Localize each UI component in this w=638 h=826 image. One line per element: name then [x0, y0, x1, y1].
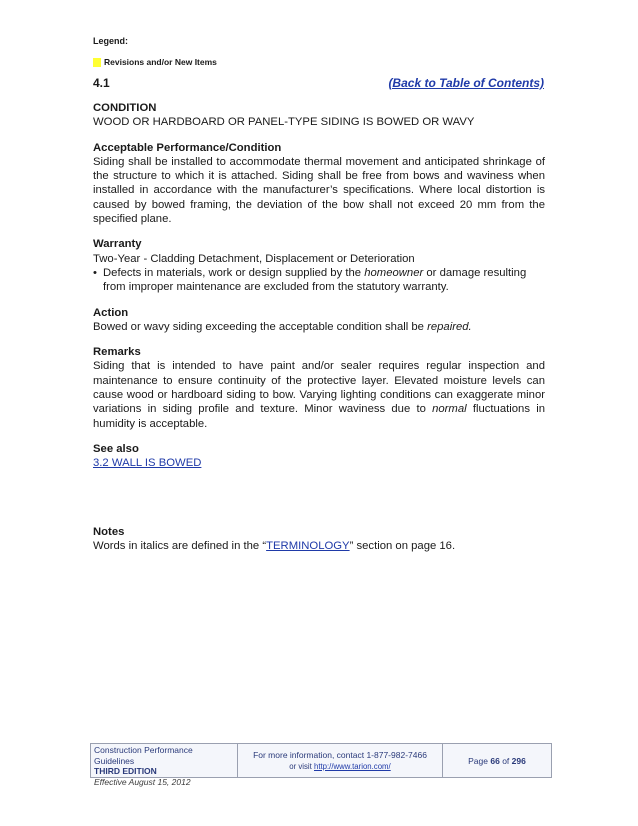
footer-contact-box: [238, 744, 443, 777]
action-text: Bowed or wavy siding exceeding the acceptable condition shall be repaired.: [93, 320, 472, 333]
footer-page-box: [443, 744, 551, 777]
page-indicator: Page 66 of 296: [468, 755, 526, 766]
legend-item: [93, 57, 217, 67]
contact-line: For more information, contact 1-877-982-7466: [253, 750, 427, 760]
warranty-heading: Warranty: [93, 238, 142, 251]
see-also-heading: See also: [93, 442, 139, 455]
action-heading: Action: [93, 306, 129, 319]
footer-edition-box: [91, 744, 238, 787]
legend-title: Legend:: [93, 36, 128, 46]
effective-date: Effective August 15, 2012: [94, 776, 191, 787]
remarks-text: Siding that is intended to have paint and/or sealer requires regular inspection and maintenance to ensure continuity of the protective layer. Elevated moisture levels can cause wood or hardboard siding to bow. Varying lighting conditions can exaggerate minor variations in siding profile and texture. Minor waviness due to normal fluctuations in humidity is acceptable.: [93, 360, 545, 430]
notes-text: Words in italics are defined in the “TERMINOLOGY” section on page 16.: [93, 539, 456, 552]
warranty-subtitle: Two-Year - Cladding Detachment, Displacement or Deterioration: [93, 252, 415, 265]
guide-title: Construction Performance Guidelines: [94, 745, 193, 766]
highlight-swatch: [93, 58, 101, 67]
acceptable-text: Siding shall be installed to accommodate thermal movement and anticipated shrinkage of the structure to which it is attached. Siding shall be free from bows and waviness when installed in accordance with the manufacturer’s specifications. Where local distortion is caused by bowed framing, the deviation of the bow shall not exceed 20 mm from the specified plane.: [93, 155, 545, 226]
section-number: 4.1: [93, 76, 110, 90]
back-to-toc-link[interactable]: (Back to Table of Contents): [388, 76, 544, 90]
edition-label: THIRD EDITION: [94, 766, 157, 776]
see-also-link[interactable]: 3.2 WALL IS BOWED: [93, 457, 202, 470]
remarks-heading: Remarks: [93, 346, 141, 359]
tarion-website-link[interactable]: http://www.tarion.com/: [314, 762, 391, 771]
document-body: [93, 101, 545, 553]
condition-heading: CONDITION: [93, 102, 157, 114]
page-footer: [90, 743, 552, 787]
notes-heading: Notes: [93, 525, 125, 538]
warranty-bullet: • Defects in materials, work or design supplied by the homeowner or damage resulting from improper maintenance are excluded from the statutory warranty.: [93, 266, 527, 294]
visit-line: or visit http://www.tarion.com/: [289, 762, 391, 771]
condition-text: WOOD OR HARDBOARD OR PANEL-TYPE SIDING IS BOWED OR WAVY: [93, 116, 475, 129]
terminology-link[interactable]: TERMINOLOGY: [266, 539, 350, 552]
legend-item-label: Revisions and/or New Items: [104, 57, 217, 67]
acceptable-heading: Acceptable Performance/Condition: [93, 141, 282, 154]
bullet-icon: •: [93, 266, 97, 279]
